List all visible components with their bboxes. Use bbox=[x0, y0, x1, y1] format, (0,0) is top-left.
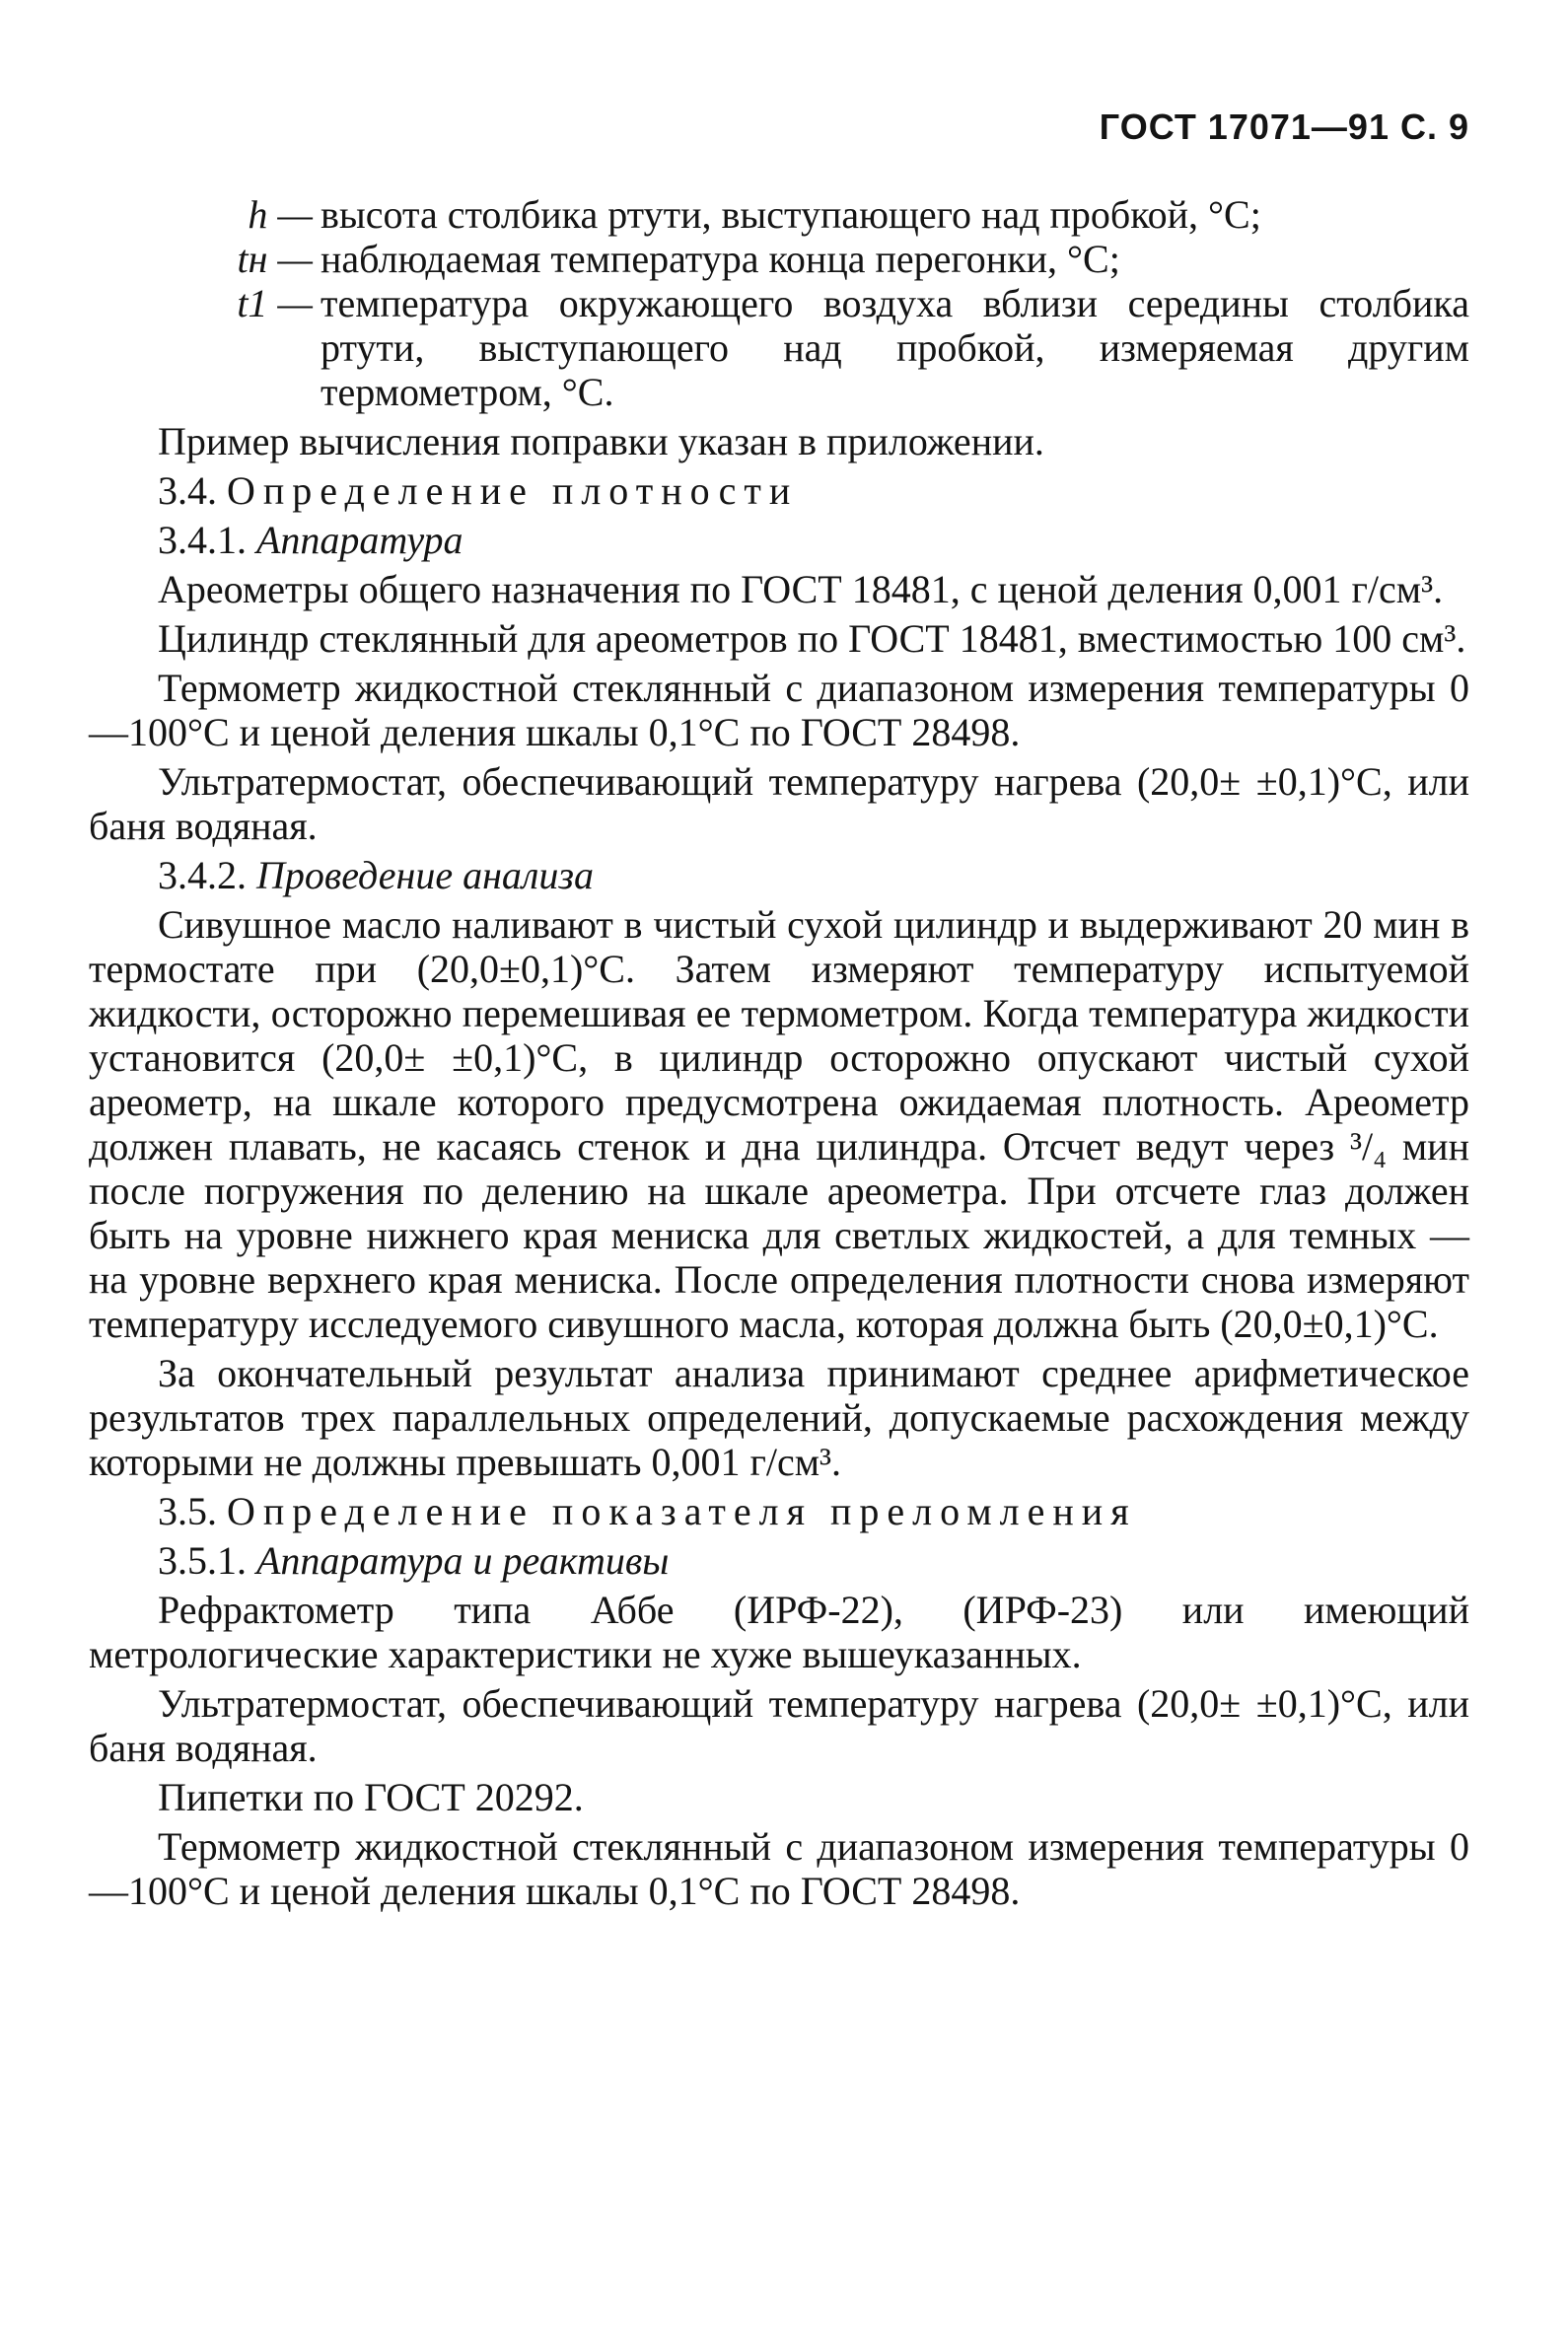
paragraph-areometers: Ареометры общего назначения по ГОСТ 18481, с ценой деления 0,001 г/см³. bbox=[158, 567, 1444, 611]
definition-text: температура окружающего воздуха вблизи середины столбика ртути, выступающего над пробкой, измеряемая другим термометром, °С. bbox=[321, 281, 1469, 414]
subsection-title: Аппаратура и реактивы bbox=[256, 1538, 670, 1583]
paragraph-example: Пример вычисления поправки указан в приложении. bbox=[158, 419, 1044, 463]
paragraph-cylinder: Цилиндр стеклянный для ареометров по ГОСТ 18481, вместимостью 100 см³. bbox=[158, 616, 1466, 661]
definition-item bbox=[89, 237, 1469, 281]
definition-symbol: tн — bbox=[237, 237, 313, 281]
variable-definitions bbox=[89, 192, 1469, 414]
subsection-title: Проведение анализа bbox=[256, 853, 594, 897]
section-number: 3.4. bbox=[158, 468, 217, 513]
section-heading-3-5 bbox=[89, 1489, 1469, 1533]
paragraph-ultrathermostat: Ультратермостат, обеспечивающий температуру нагрева (20,0± ±0,1)°С, или баня водяная. bbox=[89, 759, 1469, 848]
definition-item bbox=[89, 192, 1469, 237]
subsection-heading-3-4-1 bbox=[89, 518, 1469, 562]
paragraph-refractometer: Рефрактометр типа Аббе (ИРФ-22), (ИРФ-23) или имеющий метрологические характеристики не хуже вышеуказанных. bbox=[89, 1588, 1469, 1676]
definition-text: наблюдаемая температура конца перегонки, °С; bbox=[321, 237, 1120, 281]
subsection-number: 3.4.1. bbox=[158, 518, 247, 562]
section-title: Определение плотности bbox=[227, 468, 799, 513]
paragraph-result: За окончательный результат анализа принимают среднее арифметическое результатов трех параллельных определений, допускаемые расхождения между которыми не должны превышать 0,001 г/см³. bbox=[89, 1351, 1469, 1484]
definition-text: высота столбика ртути, выступающего над пробкой, °С; bbox=[321, 192, 1261, 237]
subsection-heading-3-4-2 bbox=[89, 853, 1469, 897]
document-body bbox=[89, 192, 1469, 1918]
paragraph-pipettes: Пипетки по ГОСТ 20292. bbox=[158, 1775, 584, 1819]
section-title: Определение показателя преломления bbox=[227, 1489, 1137, 1533]
subsection-title: Аппаратура bbox=[256, 518, 463, 562]
paragraph-procedure: Сивушное масло наливают в чистый сухой цилиндр и выдерживают 20 мин в термостате при (20,0±0,1)°С. Затем измеряют температуру испытуемой жидкости, осторожно перемешивая ее термометром. Когда температура жидкости установится (20,0± ±0,1)°С, в цилиндр осторожно опускают чистый сухой ареометр, на шкале которого предусмотрена ожидаемая плотность. Ареометр должен плавать, не касаясь стенок и дна цилиндра. Отсчет ведут через ³/₄ мин после погружения по делению на шкале ареометра. При отсчете глаз должен быть на уровне нижнего края мениска для светлых жидкостей, а для темных — на уровне верхнего края мениска. После определения плотности снова измеряют температуру исследуемого сивушного масла, которая должна быть (20,0±0,1)°С. bbox=[89, 902, 1469, 1346]
paragraph-thermometer: Термометр жидкостной стеклянный с диапазоном измерения температуры 0—100°С и ценой деления шкалы 0,1°С по ГОСТ 28498. bbox=[89, 666, 1469, 754]
section-heading-3-4 bbox=[89, 468, 1469, 513]
subsection-number: 3.4.2. bbox=[158, 853, 247, 897]
paragraph-ultrathermostat: Ультратермостат, обеспечивающий температуру нагрева (20,0± ±0,1)°С, или баня водяная. bbox=[89, 1681, 1469, 1770]
definition-symbol: t1 — bbox=[237, 281, 313, 325]
page-header: ГОСТ 17071—91 С. 9 bbox=[1099, 106, 1469, 147]
section-number: 3.5. bbox=[158, 1489, 217, 1533]
subsection-number: 3.5.1. bbox=[158, 1538, 247, 1583]
definition-item bbox=[89, 281, 1469, 414]
definition-symbol: h — bbox=[248, 192, 313, 237]
subsection-heading-3-5-1 bbox=[89, 1538, 1469, 1583]
paragraph-thermometer: Термометр жидкостной стеклянный с диапазоном измерения температуры 0—100°С и ценой деления шкалы 0,1°С по ГОСТ 28498. bbox=[89, 1824, 1469, 1913]
